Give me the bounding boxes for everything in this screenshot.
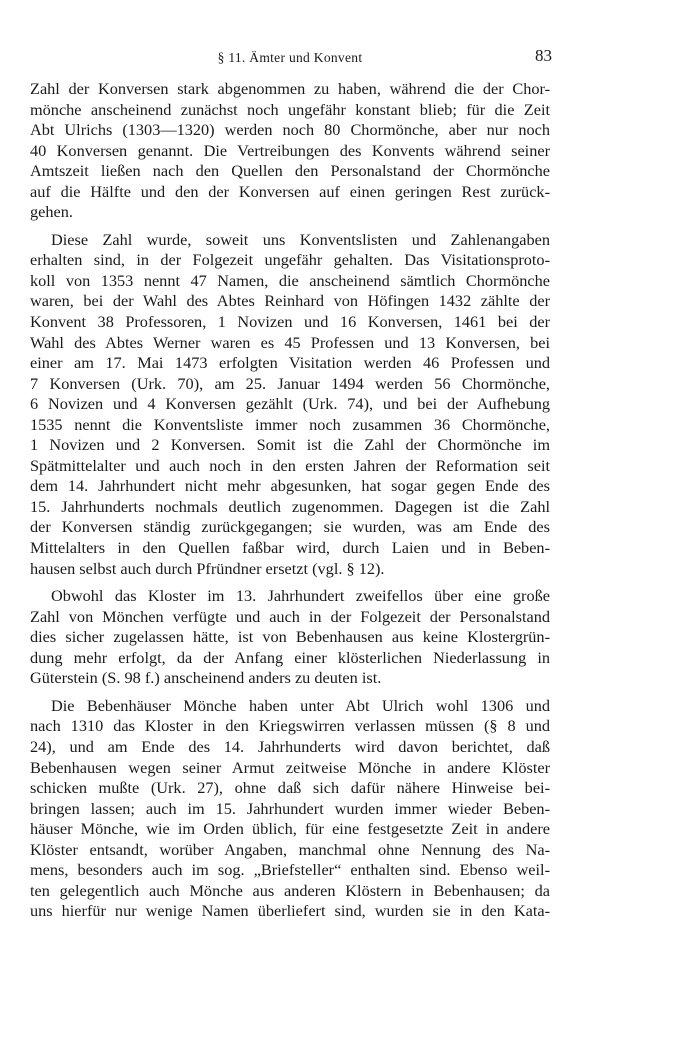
text-line: schicken mußte (Urk. 27), ohne daß sich dafür nähere Hinweise bei- [30, 778, 550, 798]
text-line: Zahl der Konversen stark abgenommen zu haben, während die der Chor- [30, 79, 550, 98]
text-line: 7 Konversen (Urk. 70), am 25. Januar 1494 werden 56 Chormönche, [30, 373, 550, 393]
text-line: Spätmittelalter und auch noch in den ersten Jahren der Reformation seit [30, 455, 550, 475]
text-line: auf die Hälfte und den der Konversen auf einen geringen Rest zurück- [30, 181, 550, 201]
text-line: Güterstein (S. 98 f.) anscheinend anders zu deuten ist. [30, 668, 382, 688]
text-line: Zahl von Mönchen verfügte und auch in der Folgezeit der Personalstand [30, 606, 550, 626]
text-line: Konvent 38 Professoren, 1 Novizen und 16 Konversen, 1461 bei der [30, 312, 550, 332]
text-line: ten gelegentlich auch Mönche aus anderen Klöstern in Bebenhausen; da [30, 880, 550, 900]
text-line: mens, besonders auch im sog. „Briefsteller“ enthalten sind. Ebenso weil- [30, 860, 550, 880]
paragraph-3 [30, 586, 550, 689]
text-line: 40 Konversen genannt. Die Vertreibungen des Konvents während seiner [30, 140, 550, 160]
text-line: 24), und am Ende des 14. Jahrhunderts wird davon berichtet, daß [30, 736, 550, 756]
text-line: koll von 1353 nennt 47 Namen, die anscheinend sämtlich Chormönche [30, 270, 550, 290]
text-line: Mittelalters in den Quellen faßbar wird, durch Laien und in Beben- [30, 538, 550, 558]
text-line: 15. Jahrhunderts nochmals deutlich zugenommen. Dagegen ist die Zahl [30, 496, 550, 516]
text-line: Amtszeit ließen nach den Quellen den Personalstand der Chormönche [30, 161, 550, 181]
text-line: 6 Novizen und 4 Konversen gezählt (Urk. 74), und bei der Aufhebung [30, 394, 550, 414]
text-line: häuser Mönche, wie im Orden üblich, für eine festgesetzte Zeit in andere [30, 819, 550, 839]
text-line: erhalten sind, in der Folgezeit ungefähr gehalten. Das Visitationsproto- [30, 250, 550, 270]
body-text [30, 79, 550, 922]
text-line: dies sicher zugelassen hätte, ist von Bebenhausen aus keine Klostergrün- [30, 627, 550, 647]
text-line: 1535 nennt die Konventsliste immer noch zusammen 36 Chormönche, [30, 414, 550, 434]
paragraph-2 [30, 230, 550, 579]
text-line: Klöster entsandt, worüber Angaben, manchmal ohne Nennung des Na- [30, 839, 550, 859]
text-line: bringen lassen; auch im 15. Jahrhundert wurden immer wieder Beben- [30, 798, 550, 818]
text-line: Obwohl das Kloster im 13. Jahrhundert zweifellos über eine große [51, 586, 550, 606]
text-line: hausen selbst auch durch Pfründner ersetzt (vgl. § 12). [30, 558, 385, 578]
book-page [30, 0, 550, 1052]
text-line: einer am 17. Mai 1473 erfolgten Visitation werden 46 Professen und [30, 353, 550, 373]
text-line: dung mehr erfolgt, da der Anfang einer klösterlichen Niederlassung in [30, 647, 550, 667]
text-line: uns hierfür nur wenige Namen überliefert sind, wurden sie in den Kata- [30, 901, 550, 921]
text-line: Wahl des Abtes Werner waren es 45 Professen und 13 Konversen, bei [30, 332, 550, 352]
running-head [30, 46, 550, 70]
paragraph-4 [30, 696, 550, 922]
paragraph-1 [30, 79, 550, 223]
running-head-title: § 11. Ämter und Konvent [217, 50, 363, 65]
text-line: dem 14. Jahrhundert nicht mehr abgesunken, hat sogar gegen Ende des [30, 476, 550, 496]
page-number: 83 [535, 46, 552, 65]
text-line: nach 1310 das Kloster in den Kriegswirren verlassen müssen (§ 8 und [30, 716, 550, 736]
text-line: Diese Zahl wurde, soweit uns Konventslisten und Zahlenangaben [51, 229, 550, 249]
text-line: 1 Novizen und 2 Konversen. Somit ist die Zahl der Chormönche im [30, 435, 550, 455]
text-line: Bebenhausen wegen seiner Armut zeitweise Mönche in andere Klöster [30, 757, 550, 777]
text-line: der Konversen ständig zurückgegangen; sie wurden, was am Ende des [30, 517, 550, 537]
text-line: waren, bei der Wahl des Abtes Reinhard von Höfingen 1432 zählte der [30, 291, 550, 311]
text-line: Die Bebenhäuser Mönche haben unter Abt Ulrich wohl 1306 und [51, 695, 550, 715]
text-line: mönche anscheinend zunächst noch ungefähr konstant blieb; für die Zeit [30, 99, 550, 119]
text-line: gehen. [30, 202, 73, 222]
text-line: Abt Ulrichs (1303—1320) werden noch 80 Chormönche, aber nur noch [30, 120, 550, 140]
